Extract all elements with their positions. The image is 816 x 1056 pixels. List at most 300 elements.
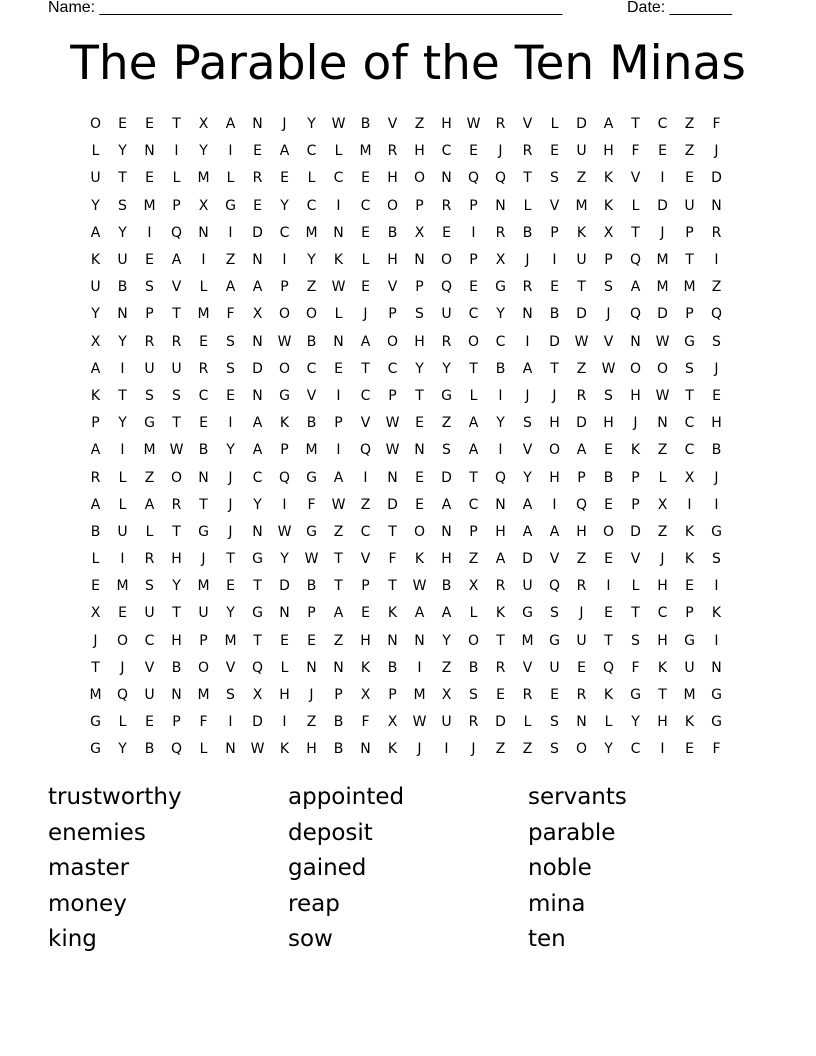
grid-letter: S — [118, 197, 127, 214]
grid-letter: D — [522, 551, 533, 568]
grid-letter: K — [90, 252, 101, 269]
grid-letter: T — [361, 360, 370, 377]
grid-letter: N — [252, 523, 263, 540]
grid-letter: E — [685, 741, 694, 758]
grid-letter: S — [550, 170, 559, 187]
grid-letter: J — [228, 496, 233, 513]
grid-letter: I — [444, 741, 449, 758]
grid-letter: T — [415, 387, 424, 404]
grid-letter: R — [387, 143, 398, 160]
grid-letter: D — [576, 116, 587, 133]
grid-row — [82, 709, 730, 736]
grid-letter: K — [333, 252, 344, 269]
grid-row — [82, 220, 730, 247]
grid-letter: E — [361, 279, 370, 296]
grid-letter: M — [197, 306, 210, 323]
grid-letter: J — [714, 143, 719, 160]
grid-letter: P — [334, 415, 343, 432]
grid-letter: Z — [711, 279, 722, 296]
grid-letter: W — [277, 523, 292, 540]
grid-letter: C — [360, 523, 371, 540]
grid-letter: N — [414, 632, 425, 649]
grid-letter: Y — [253, 496, 262, 513]
grid-letter: C — [306, 197, 317, 214]
grid-letter: O — [278, 360, 291, 377]
grid-letter: A — [522, 360, 533, 377]
grid-letter: C — [279, 224, 290, 241]
grid-letter: D — [711, 170, 722, 187]
grid-letter: S — [145, 578, 154, 595]
grid-letter: A — [414, 605, 425, 622]
grid-letter: N — [441, 170, 452, 187]
grid-letter: T — [685, 252, 694, 269]
word-bank-item: parable — [528, 819, 616, 846]
grid-letter: U — [171, 360, 182, 377]
grid-letter: V — [630, 170, 641, 187]
grid-letter: V — [306, 387, 317, 404]
grid-letter: I — [282, 714, 287, 731]
grid-letter: L — [280, 659, 289, 676]
grid-letter: A — [90, 496, 101, 513]
grid-letter: T — [334, 578, 343, 595]
grid-letter: N — [657, 415, 668, 432]
grid-letter: H — [387, 170, 398, 187]
grid-letter: C — [306, 143, 317, 160]
grid-letter: L — [631, 197, 640, 214]
grid-letter: T — [118, 387, 127, 404]
grid-letter: N — [225, 741, 236, 758]
grid-letter: T — [172, 415, 181, 432]
grid-letter: Y — [199, 143, 208, 160]
grid-letter: N — [252, 387, 263, 404]
grid-letter: Q — [170, 741, 183, 758]
grid-letter: I — [714, 578, 719, 595]
grid-letter: F — [199, 714, 208, 731]
grid-letter: R — [576, 578, 587, 595]
grid-letter: V — [387, 116, 398, 133]
grid-letter: X — [387, 714, 398, 731]
grid-letter: J — [714, 360, 719, 377]
grid-letter: A — [90, 224, 101, 241]
grid-letter: D — [657, 197, 668, 214]
grid-letter: E — [361, 224, 370, 241]
grid-letter: B — [306, 415, 317, 432]
grid-letter: B — [306, 333, 317, 350]
grid-letter: S — [469, 687, 478, 704]
grid-letter: J — [471, 741, 476, 758]
word-bank-item: gained — [288, 855, 367, 882]
grid-letter: O — [467, 333, 480, 350]
grid-letter: I — [201, 252, 206, 269]
grid-letter: L — [334, 143, 343, 160]
grid-letter: I — [174, 143, 179, 160]
grid-letter: U — [117, 523, 128, 540]
word-bank-item: sow — [288, 926, 333, 953]
grid-letter: G — [711, 687, 722, 704]
grid-row — [82, 655, 730, 682]
grid-letter: E — [604, 551, 613, 568]
grid-letter: W — [412, 578, 427, 595]
word-bank-item: ten — [528, 926, 566, 953]
grid-letter: L — [523, 714, 532, 731]
grid-letter: P — [685, 224, 694, 241]
grid-letter: C — [468, 306, 479, 323]
grid-letter: M — [143, 442, 156, 459]
grid-letter: J — [660, 224, 665, 241]
grid-letter: K — [684, 551, 695, 568]
grid-letter: O — [305, 306, 318, 323]
name-field-label: Name: ____________________________________________________ — [48, 0, 563, 16]
grid-letter: K — [657, 659, 668, 676]
grid-letter: U — [441, 714, 452, 731]
grid-letter: U — [144, 687, 155, 704]
grid-letter: X — [495, 252, 506, 269]
grid-letter: J — [525, 252, 530, 269]
grid-letter: P — [334, 687, 343, 704]
grid-letter: G — [252, 551, 263, 568]
grid-letter: L — [199, 741, 208, 758]
grid-letter: T — [226, 551, 235, 568]
grid-letter: O — [440, 252, 453, 269]
grid-letter: E — [604, 496, 613, 513]
grid-letter: M — [683, 279, 696, 296]
grid-letter: I — [660, 170, 665, 187]
grid-letter: U — [198, 605, 209, 622]
grid-letter: E — [712, 387, 721, 404]
grid-letter: C — [144, 632, 155, 649]
grid-letter: P — [631, 496, 640, 513]
grid-letter: M — [89, 687, 102, 704]
grid-letter: R — [252, 170, 263, 187]
grid-letter: T — [199, 496, 208, 513]
grid-letter: K — [387, 605, 398, 622]
grid-letter: J — [660, 551, 665, 568]
grid-letter: A — [252, 442, 263, 459]
grid-letter: E — [658, 143, 667, 160]
word-bank-item: appointed — [288, 784, 405, 810]
grid-letter: E — [361, 605, 370, 622]
grid-letter: A — [90, 360, 101, 377]
grid-letter: Q — [170, 224, 183, 241]
grid-letter: B — [171, 659, 182, 676]
grid-letter: H — [279, 687, 290, 704]
grid-letter: R — [441, 197, 452, 214]
puzzle-title: The Parable of the Ten Minas — [70, 36, 746, 91]
grid-letter: K — [279, 741, 290, 758]
grid-letter: A — [252, 415, 263, 432]
grid-letter: Y — [307, 116, 316, 133]
grid-letter: A — [522, 523, 533, 540]
grid-letter: T — [523, 170, 532, 187]
grid-letter: X — [90, 333, 101, 350]
grid-letter: A — [90, 442, 101, 459]
grid-letter: E — [145, 714, 154, 731]
grid-letter: V — [522, 442, 533, 459]
grid-letter: F — [388, 551, 397, 568]
grid-letter: M — [305, 442, 318, 459]
grid-letter: C — [360, 387, 371, 404]
grid-letter: R — [576, 387, 587, 404]
grid-letter: E — [145, 170, 154, 187]
grid-letter: A — [171, 252, 182, 269]
grid-letter: I — [336, 442, 341, 459]
grid-letter: A — [495, 551, 506, 568]
grid-letter: Z — [414, 116, 425, 133]
grid-letter: H — [603, 143, 614, 160]
grid-letter: Q — [440, 279, 453, 296]
grid-letter: O — [413, 170, 426, 187]
grid-letter: K — [279, 415, 290, 432]
grid-letter: S — [604, 279, 613, 296]
grid-letter: J — [363, 306, 368, 323]
grid-letter: P — [415, 279, 424, 296]
grid-letter: T — [469, 469, 478, 486]
grid-letter: R — [522, 687, 533, 704]
grid-letter: Q — [710, 306, 723, 323]
grid-letter: C — [468, 496, 479, 513]
grid-letter: M — [305, 224, 318, 241]
grid-letter: H — [603, 415, 614, 432]
grid-letter: F — [631, 659, 640, 676]
grid-letter: H — [711, 415, 722, 432]
grid-letter: W — [385, 415, 400, 432]
grid-letter: F — [226, 306, 235, 323]
grid-letter: N — [495, 496, 506, 513]
grid-letter: A — [468, 442, 479, 459]
grid-row — [82, 138, 730, 165]
grid-letter: R — [576, 687, 587, 704]
grid-letter: S — [550, 714, 559, 731]
grid-letter: A — [468, 415, 479, 432]
grid-letter: D — [576, 306, 587, 323]
date-field-label: Date: _______ — [627, 0, 732, 16]
grid-letter: D — [252, 224, 263, 241]
grid-letter: H — [549, 469, 560, 486]
grid-letter: Z — [576, 551, 587, 568]
grid-letter: H — [549, 415, 560, 432]
grid-letter: N — [711, 197, 722, 214]
grid-letter: J — [228, 523, 233, 540]
grid-letter: E — [550, 279, 559, 296]
grid-letter: P — [550, 224, 559, 241]
grid-letter: I — [498, 387, 503, 404]
grid-letter: E — [550, 143, 559, 160]
grid-letter: U — [117, 252, 128, 269]
grid-letter: C — [387, 360, 398, 377]
grid-letter: N — [333, 224, 344, 241]
grid-letter: W — [304, 551, 319, 568]
grid-letter: Q — [494, 170, 507, 187]
grid-letter: T — [685, 387, 694, 404]
grid-letter: I — [417, 659, 422, 676]
grid-letter: N — [333, 333, 344, 350]
grid-letter: R — [441, 333, 452, 350]
grid-letter: Q — [629, 306, 642, 323]
word-bank-item: trustworthy — [48, 784, 182, 810]
grid-letter: J — [93, 632, 98, 649]
grid-letter: I — [228, 415, 233, 432]
grid-letter: V — [522, 659, 533, 676]
grid-letter: G — [630, 687, 641, 704]
grid-letter: L — [118, 469, 127, 486]
grid-letter: Z — [306, 714, 317, 731]
grid-letter: M — [116, 578, 129, 595]
grid-letter: C — [441, 143, 452, 160]
grid-letter: E — [307, 632, 316, 649]
grid-letter: X — [252, 306, 263, 323]
grid-letter: J — [552, 387, 557, 404]
grid-letter: P — [388, 687, 397, 704]
grid-letter: N — [117, 306, 128, 323]
grid-letter: R — [468, 714, 479, 731]
grid-letter: L — [226, 170, 235, 187]
grid-letter: I — [336, 387, 341, 404]
grid-letter: L — [604, 714, 613, 731]
grid-letter: P — [145, 306, 154, 323]
grid-letter: Q — [548, 578, 561, 595]
grid-letter: N — [387, 632, 398, 649]
grid-letter: H — [576, 523, 587, 540]
grid-letter: U — [441, 306, 452, 323]
grid-letter: P — [604, 252, 613, 269]
grid-letter: A — [603, 116, 614, 133]
grid-letter: I — [498, 442, 503, 459]
grid-letter: Q — [278, 469, 291, 486]
grid-letter: U — [522, 578, 533, 595]
grid-letter: T — [253, 632, 262, 649]
grid-letter: Y — [226, 605, 235, 622]
grid-letter: E — [226, 578, 235, 595]
grid-letter: J — [633, 415, 638, 432]
word-bank-item: deposit — [288, 819, 373, 846]
grid-letter: X — [252, 687, 263, 704]
grid-letter: K — [414, 551, 425, 568]
grid-letter: O — [386, 197, 399, 214]
grid-letter: A — [252, 279, 263, 296]
grid-letter: A — [279, 143, 290, 160]
grid-letter: N — [252, 333, 263, 350]
grid-letter: Z — [657, 442, 668, 459]
grid-letter: B — [198, 442, 209, 459]
grid-letter: L — [172, 170, 181, 187]
grid-letter: I — [336, 197, 341, 214]
grid-letter: Y — [496, 306, 505, 323]
grid-letter: G — [306, 523, 317, 540]
grid-letter: N — [630, 333, 641, 350]
grid-row — [82, 301, 730, 328]
grid-letter: J — [201, 551, 206, 568]
grid-letter: B — [441, 578, 452, 595]
grid-letter: Z — [657, 523, 668, 540]
grid-letter: I — [363, 469, 368, 486]
grid-letter: G — [90, 741, 101, 758]
grid-letter: H — [306, 741, 317, 758]
word-bank-item: money — [48, 890, 127, 917]
grid-letter: A — [522, 496, 533, 513]
grid-letter: Y — [226, 442, 235, 459]
grid-letter: J — [714, 469, 719, 486]
grid-letter: O — [467, 632, 480, 649]
grid-letter: T — [253, 578, 262, 595]
grid-letter: O — [413, 523, 426, 540]
grid-letter: G — [144, 415, 155, 432]
grid-letter: H — [171, 632, 182, 649]
grid-letter: S — [685, 360, 694, 377]
grid-letter: L — [631, 578, 640, 595]
grid-letter: P — [280, 442, 289, 459]
grid-letter: E — [253, 197, 262, 214]
grid-letter: E — [199, 333, 208, 350]
grid-letter: Z — [522, 741, 533, 758]
grid-letter: N — [414, 252, 425, 269]
grid-row — [82, 464, 730, 491]
grid-letter: V — [360, 415, 371, 432]
grid-letter: J — [282, 116, 287, 133]
grid-letter: J — [120, 659, 125, 676]
grid-letter: C — [657, 605, 668, 622]
grid-letter: I — [714, 252, 719, 269]
grid-letter: O — [548, 442, 561, 459]
grid-letter: J — [228, 469, 233, 486]
grid-letter: I — [606, 578, 611, 595]
grid-letter: U — [684, 659, 695, 676]
grid-letter: Y — [442, 360, 451, 377]
grid-letter: Q — [359, 442, 372, 459]
grid-letter: G — [711, 714, 722, 731]
grid-letter: Y — [118, 415, 127, 432]
grid-letter: W — [655, 333, 670, 350]
grid-letter: H — [441, 551, 452, 568]
grid-letter: G — [684, 632, 695, 649]
grid-letter: V — [387, 279, 398, 296]
grid-letter: E — [145, 252, 154, 269]
grid-letter: I — [228, 224, 233, 241]
grid-letter: R — [171, 333, 182, 350]
grid-letter: V — [549, 197, 560, 214]
grid-letter: E — [118, 605, 127, 622]
grid-letter: D — [441, 469, 452, 486]
grid-letter: I — [120, 551, 125, 568]
grid-letter: M — [656, 252, 669, 269]
grid-letter: E — [685, 170, 694, 187]
grid-letter: Y — [172, 578, 181, 595]
grid-letter: Z — [225, 252, 236, 269]
grid-letter: K — [576, 224, 587, 241]
grid-letter: P — [577, 469, 586, 486]
grid-letter: P — [172, 197, 181, 214]
grid-row — [82, 193, 730, 220]
grid-letter: O — [89, 116, 102, 133]
grid-letter: Y — [631, 714, 640, 731]
grid-letter: E — [253, 143, 262, 160]
grid-letter: R — [198, 360, 209, 377]
grid-row — [82, 329, 730, 356]
grid-letter: R — [90, 469, 101, 486]
grid-letter: N — [387, 469, 398, 486]
grid-letter: O — [602, 523, 615, 540]
grid-letter: A — [144, 496, 155, 513]
grid-letter: W — [331, 496, 346, 513]
grid-letter: J — [579, 605, 584, 622]
grid-letter: B — [711, 442, 722, 459]
grid-letter: R — [495, 224, 506, 241]
grid-letter: R — [171, 496, 182, 513]
grid-letter: Q — [494, 469, 507, 486]
grid-letter: P — [415, 197, 424, 214]
grid-letter: U — [549, 659, 560, 676]
grid-letter: P — [361, 578, 370, 595]
grid-letter: E — [496, 687, 505, 704]
